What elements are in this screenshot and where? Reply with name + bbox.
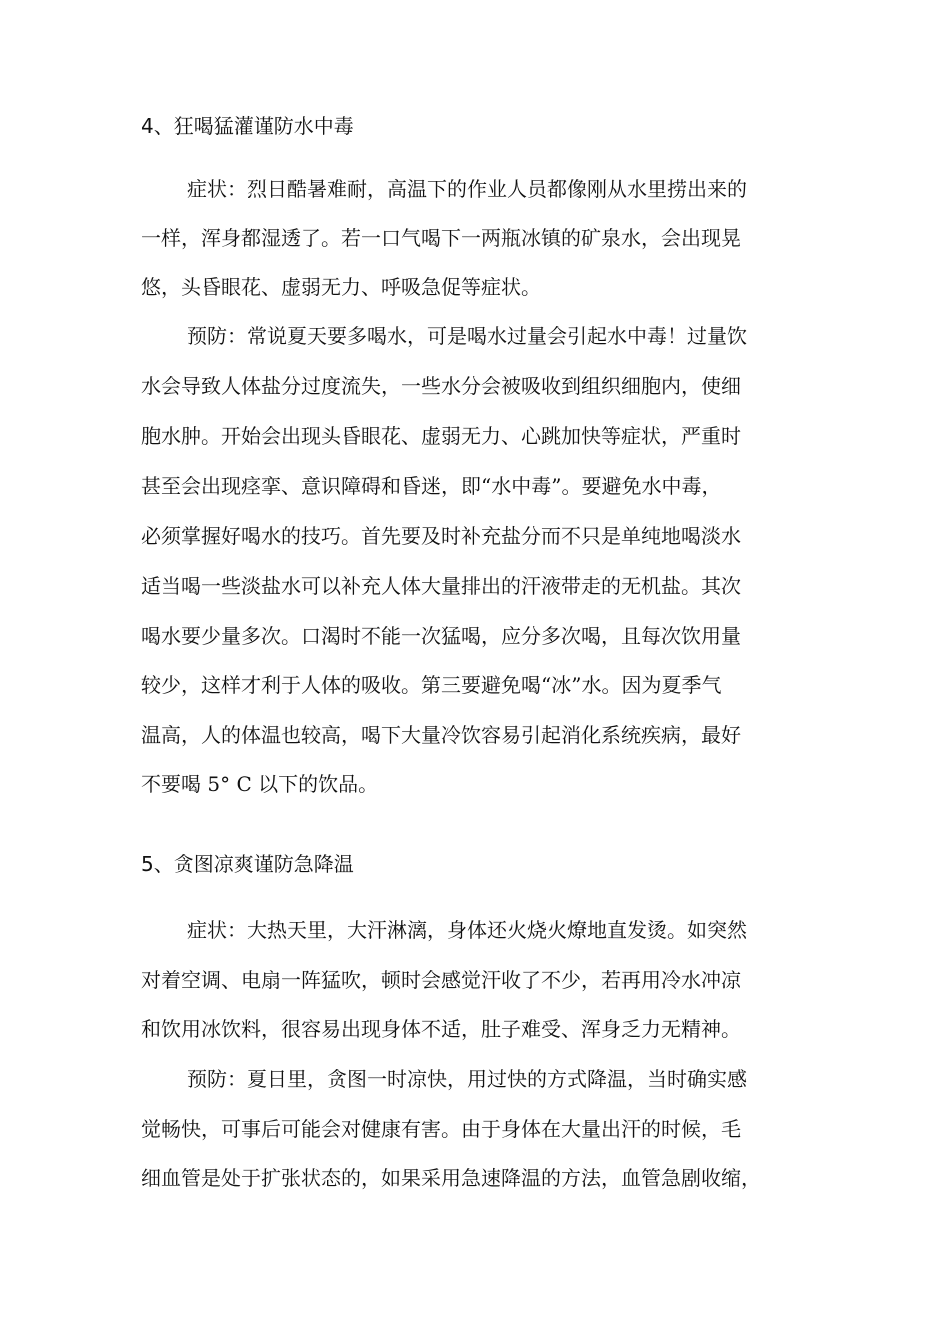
paragraph-line: 细血管是处于扩张状态的，如果采用急速降温的方法，血管急剧收缩， [141,1166,761,1190]
paragraph-line: 症状：大热天里，大汗淋漓，身体还火烧火燎地直发烫。如突然 [187,918,747,942]
paragraph-line: 和饮用冰饮料，很容易出现身体不适，肚子难受、浑身乏力无精神。 [141,1017,741,1041]
paragraph-line: 喝水要少量多次。口渴时不能一次猛喝，应分多次喝，且每次饮用量 [141,624,741,648]
section-heading: 5、贪图凉爽谨防急降温 [141,852,354,876]
paragraph-line: 症状：烈日酷暑难耐，高温下的作业人员都像刚从水里捞出来的 [187,177,747,201]
paragraph-line: 一样，浑身都湿透了。若一口气喝下一两瓶冰镇的矿泉水，会出现晃 [141,226,741,250]
paragraph-line: 必须掌握好喝水的技巧。首先要及时补充盐分而不只是单纯地喝淡水 [141,524,741,548]
paragraph-line: 温高，人的体温也较高，喝下大量冷饮容易引起消化系统疾病，最好 [141,723,741,747]
paragraph-line: 胞水肿。开始会出现头昏眼花、虚弱无力、心跳加快等症状，严重时 [141,424,741,448]
paragraph-line: 较少，这样才利于人体的吸收。第三要避免喝“冰”水。因为夏季气 [141,673,722,697]
section-heading: 4、狂喝猛灌谨防水中毒 [141,114,354,138]
paragraph-line: 觉畅快，可事后可能会对健康有害。由于身体在大量出汗的时候，毛 [141,1117,741,1141]
paragraph-line: 适当喝一些淡盐水可以补充人体大量排出的汗液带走的无机盐。其次 [141,574,741,598]
paragraph-line: 水会导致人体盐分过度流失，一些水分会被吸收到组织细胞内，使细 [141,374,741,398]
paragraph-line: 甚至会出现痉挛、意识障碍和昏迷，即“水中毒”。要避免水中毒， [141,474,722,498]
paragraph-line: 预防：夏日里，贪图一时凉快，用过快的方式降温，当时确实感 [187,1067,747,1091]
paragraph-line: 悠，头昏眼花、虚弱无力、呼吸急促等症状。 [141,275,541,299]
paragraph-line: 预防：常说夏天要多喝水，可是喝水过量会引起水中毒！过量饮 [187,324,747,348]
paragraph-line: 不要喝 5° C 以下的饮品。 [141,772,379,796]
paragraph-line: 对着空调、电扇一阵猛吹，顿时会感觉汗收了不少，若再用冷水冲凉 [141,968,741,992]
